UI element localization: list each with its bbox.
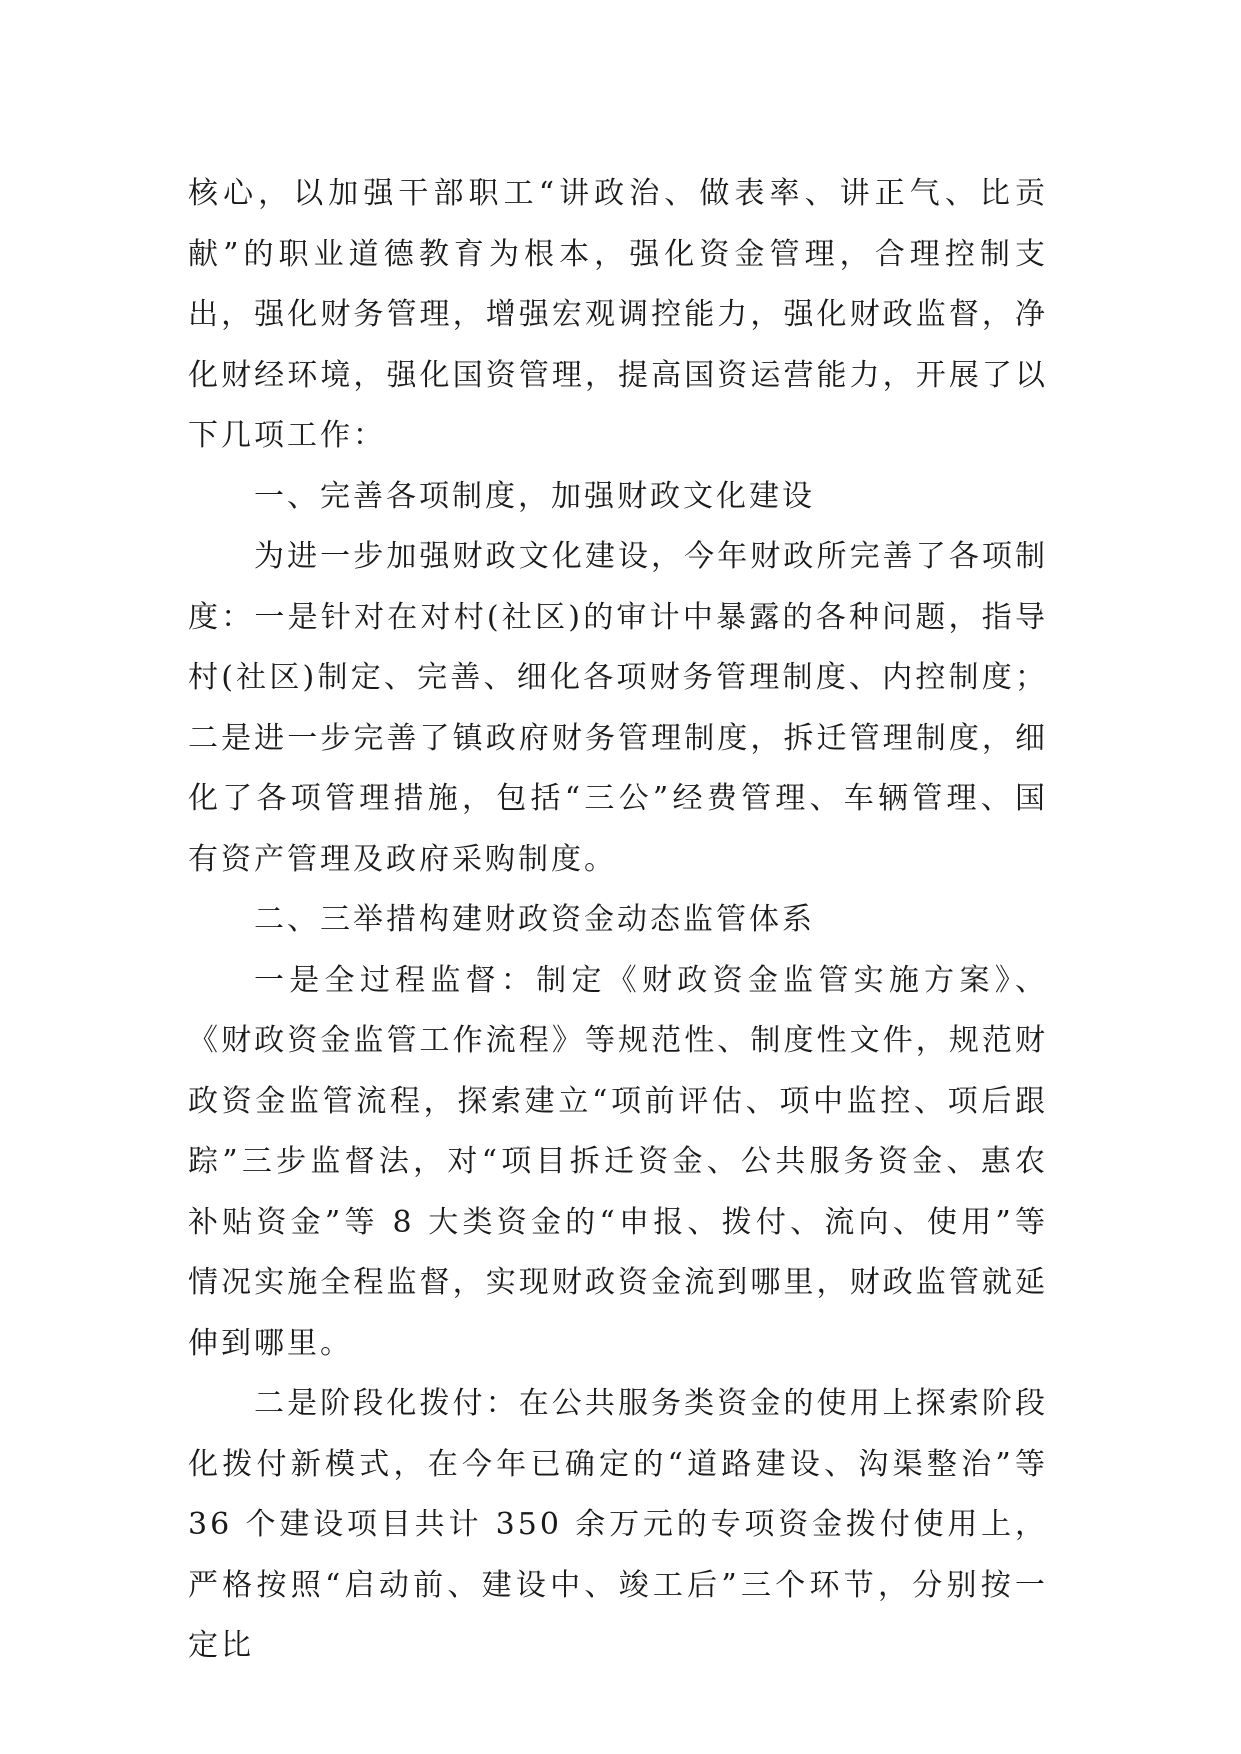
section-heading-2: 二、三举措构建财政资金动态监管体系 <box>254 902 815 937</box>
section-heading-1: 一、完善各项制度，加强财政文化建设 <box>254 478 815 514</box>
paragraph-section-1: 为进一步加强财政文化建设，今年财政所完善了各项制度：一是针对在对村(社区)的审计中暴露的各种问题，指导村(社区)制定、完善、细化各项财务管理制度、内控制度；二是进一步完善了镇政府财务管理制度，拆迁管理制度，细化了各项管理措施，包括“三公”经费管理、车辆管理、国有资产管理及政府采购制度。 <box>188 539 1048 877</box>
paragraph-full-process-supervision: 一是全过程监督：制定《财政资金监管实施方案》、《财政资金监管工作流程》等规范性、制度性文件，规范财政资金监管流程，探索建立“项前评估、项中监控、项后跟踪”三步监督法，对“项目拆迁资金、公共服务资金、惠农补贴资金”等 8 大类资金的“申报、拨付、流向、使用”等情况实施全程监督，实现财政资金流到哪里，财政监管就延伸到哪里。 <box>188 962 1048 1361</box>
paragraph-intro: 核心，以加强干部职工“讲政治、做表率、讲正气、比贡献”的职业道德教育为根本，强化资金管理，合理控制支出，强化财务管理，增强宏观调控能力，强化财政监督，净化财经环境，强化国资管理，提高国资运营能力，开展了以下几项工作： <box>188 176 1048 453</box>
paragraph-phased-allocation: 二是阶段化拨付：在公共服务类资金的使用上探索阶段化拨付新模式，在今年已确定的“道路建设、沟渠整治”等 36 个建设项目共计 350 余万元的专项资金拨付使用上，严格按照“启动前、建设中、竣工后”三个环节，分别按一定比 <box>188 1386 1048 1663</box>
document-body <box>188 164 1048 1677</box>
